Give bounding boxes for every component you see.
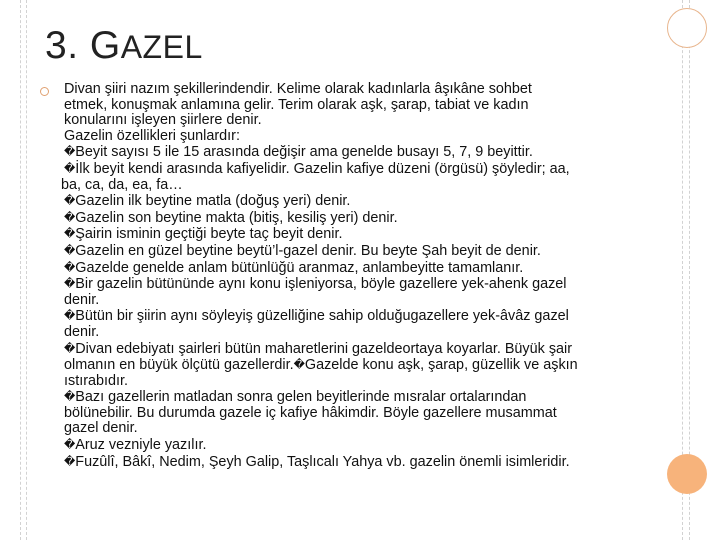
body-line-text: Gazelin en güzel beytine beytü’l-gazel denir. Bu beyte Şah beyit de denir. — [75, 242, 541, 259]
body-line-text: Divan edebiyatı şairleri bütün maharetlerini gazeldeortaya koyarlar. Büyük şair — [75, 340, 573, 357]
missing-glyph-icon: � — [64, 194, 76, 208]
body-line — [64, 374, 676, 390]
missing-glyph-icon: � — [64, 227, 76, 241]
body-line — [64, 308, 676, 325]
body-line — [64, 293, 676, 309]
body-line — [64, 226, 676, 243]
missing-glyph-icon: � — [64, 260, 76, 274]
body-line-text: ıstırabıdır. — [64, 372, 128, 389]
decorative-circle-outline — [667, 8, 707, 48]
body-line-text: etmek, konuşmak anlamına gelir. Terim olarak aşk, şarap, tabiat ve kadın — [64, 96, 529, 113]
slide-title-rest: AZEL — [120, 29, 203, 65]
body-line — [64, 193, 676, 210]
body-line — [64, 129, 676, 145]
body-line-text: Bazı gazellerin matladan sonra gelen beyitlerinde mısralar ortalarından — [75, 389, 527, 406]
missing-glyph-icon: � — [64, 210, 76, 224]
body-line — [64, 260, 676, 277]
body-line-text: ba, ca, da, ea, fa… — [61, 176, 183, 193]
missing-glyph-icon: � — [64, 309, 76, 323]
left-border-dashes-outer — [20, 0, 22, 540]
body-line — [64, 389, 676, 406]
missing-glyph-icon: � — [64, 243, 76, 257]
body-line — [64, 144, 676, 161]
body-line-text: Bütün bir şiirin aynı söyleyiş güzelliğine sahip olduğugazellere yek-âvâz gazel — [75, 308, 569, 325]
body-line-text: İlk beyit kendi arasında kafiyelidir. Gazelin kafiye düzeni (örgüsü) şöyledir; aa, — [75, 160, 570, 177]
body-line-text: Aruz vezniyle yazılır. — [75, 437, 207, 454]
body-line-text: gazel denir. — [64, 420, 138, 437]
body-line-text: bölünebilir. Bu durumda gazele iç kafiye hâkimdir. Böyle gazellere musammat — [64, 404, 557, 421]
body-line — [64, 276, 676, 293]
body-line — [64, 406, 676, 422]
body-line — [64, 210, 676, 227]
bullet-circle-icon — [40, 87, 49, 96]
body-line — [64, 82, 676, 98]
body-line-text: Gazelde genelde anlam bütünlüğü aranmaz, anlambeyitte tamamlanır. — [75, 259, 524, 276]
body-line-text: Gazelin ilk beytine matla (doğuş yeri) denir. — [75, 193, 351, 210]
body-line-text: Gazelde konu aşk, şarap, güzellik ve aşkın — [304, 357, 578, 374]
body-line — [64, 437, 676, 454]
missing-glyph-icon: � — [64, 390, 76, 404]
body-line — [64, 325, 676, 341]
slide-title-first: 3. G — [45, 24, 121, 67]
body-line-text: denir. — [64, 323, 100, 340]
body-line-text: Gazelin son beytine makta (bitiş, kesiliş yeri) denir. — [75, 209, 398, 226]
body-line-text: Şairin isminin geçtiği beyte taç beyit denir. — [75, 226, 343, 243]
missing-glyph-icon: � — [64, 277, 76, 291]
body-line — [64, 243, 676, 260]
missing-glyph-icon: � — [293, 358, 305, 372]
body-line-text: Bir gazelin bütününde aynı konu işleniyorsa, böyle gazellere yek-ahenk gazel — [75, 276, 567, 293]
body-line — [64, 98, 676, 114]
missing-glyph-icon: � — [64, 438, 76, 452]
missing-glyph-icon: � — [64, 454, 76, 468]
slide-body-text — [61, 81, 676, 470]
body-line-text: denir. — [64, 291, 100, 308]
missing-glyph-icon: � — [64, 161, 76, 175]
body-line-text: Fuzûlî, Bâkî, Nedim, Şeyh Galip, Taşlıcalı Yahya vb. gazelin önemli isimleridir. — [75, 453, 570, 470]
missing-glyph-icon: � — [64, 341, 76, 355]
body-line — [64, 454, 676, 471]
body-line — [64, 341, 676, 358]
slide-title — [45, 22, 203, 71]
body-line — [64, 113, 676, 129]
body-line — [64, 161, 676, 178]
body-line — [61, 178, 676, 194]
missing-glyph-icon: � — [64, 145, 76, 159]
left-border-dashes-inner — [26, 0, 28, 540]
body-line — [64, 357, 676, 374]
body-line-text: Divan şiiri nazım şekillerindendir. Kelime olarak kadınlarla âşıkâne sohbet — [64, 81, 532, 97]
body-line-text: Gazelin özellikleri şunlardır: — [64, 127, 240, 144]
body-line — [64, 421, 676, 437]
body-line-text: Beyit sayısı 5 ile 15 arasında değişir ama genelde busayı 5, 7, 9 beyittir. — [75, 144, 533, 161]
body-line-text: olmanın en büyük ölçütü gazellerdir. — [64, 357, 294, 374]
body-line-text: konularını işleyen şiirlere denir. — [64, 112, 262, 129]
